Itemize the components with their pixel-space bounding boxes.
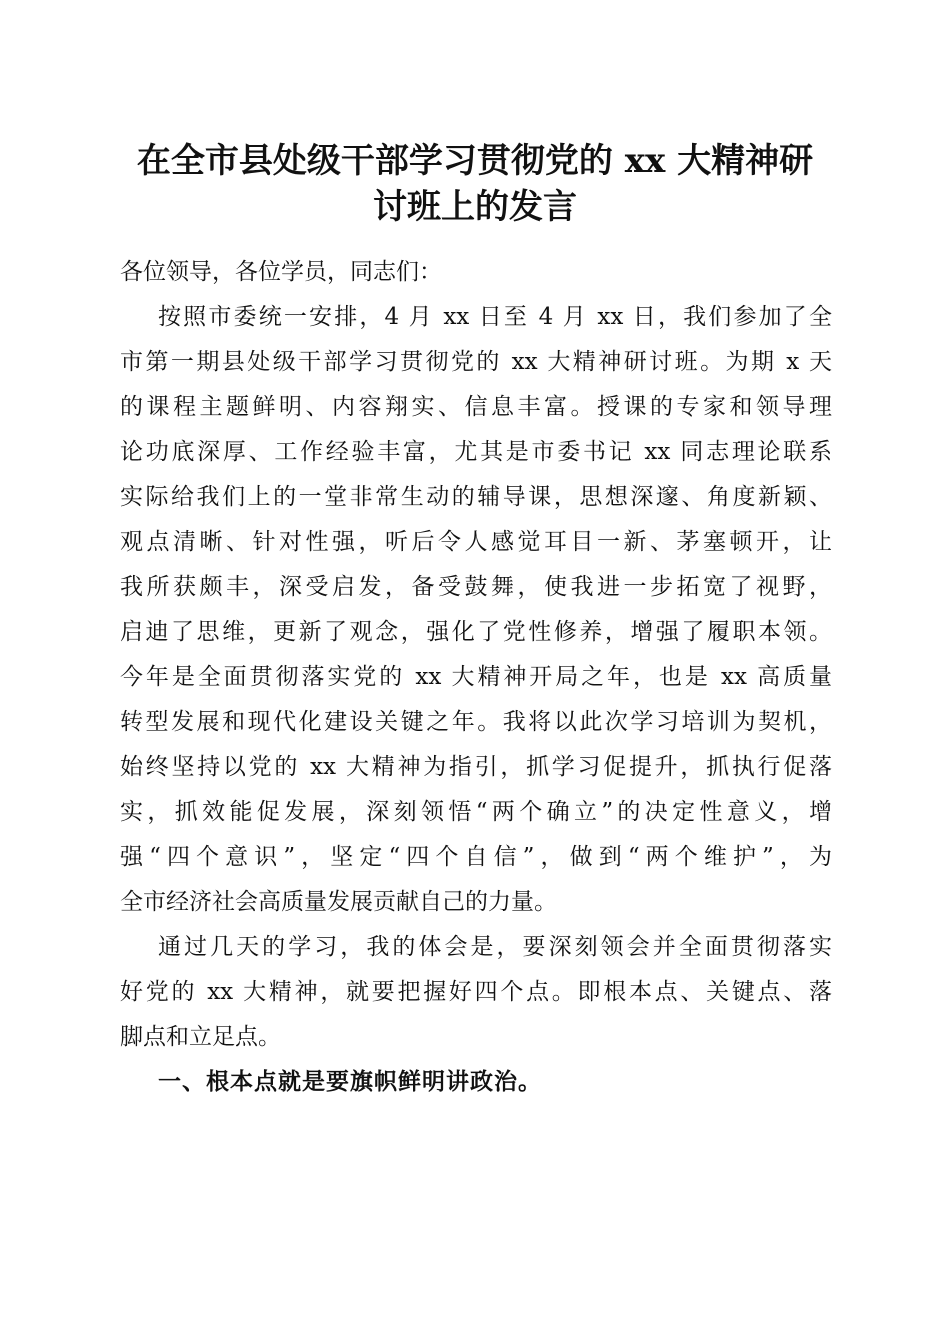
paragraph-line: 启迪了思维，更新了观念，强化了党性修养，增强了履职本领。: [120, 619, 832, 645]
paragraph-line: 论功底深厚、工作经验丰富，尤其是市委书记 xx 同志理论联系: [120, 439, 832, 465]
paragraph-line: 按照市委统一安排，4 月 xx 日至 4 月 xx 日，我们参加了全: [158, 304, 832, 330]
paragraph-line: 通过几天的学习，我的体会是，要深刻领会并全面贯彻落实: [158, 934, 832, 960]
paragraph-line: 实际给我们上的一堂非常生动的辅导课，思想深邃、角度新颖、: [120, 484, 832, 510]
paragraph-line: 实，抓效能促发展，深刻领悟“两个确立”的决定性意义，增: [120, 799, 832, 825]
paragraph-line: 全市经济社会高质量发展贡献自己的力量。: [120, 889, 557, 915]
paragraph-1: [120, 303, 832, 933]
section-heading: 一、根本点就是要旗帜鲜明讲政治。: [158, 1069, 542, 1095]
document-body: [120, 258, 832, 1113]
paragraph-line: 脚点和立足点。: [120, 1024, 281, 1050]
paragraph-line: 好党的 xx 大精神，就要把握好四个点。即根本点、关键点、落: [120, 979, 832, 1005]
paragraph-2: [120, 933, 832, 1068]
title-line: 讨班上的发言: [373, 187, 577, 227]
paragraph-line: 市第一期县处级干部学习贯彻党的 xx 大精神研讨班。为期 x 天: [120, 349, 832, 375]
document-title: [100, 138, 850, 230]
paragraph-line: 始终坚持以党的 xx 大精神为指引，抓学习促提升，抓执行促落: [120, 754, 832, 780]
paragraph-line: 的课程主题鲜明、内容翔实、信息丰富。授课的专家和领导理: [120, 394, 832, 420]
title-line: 在全市县处级干部学习贯彻党的 xx 大精神研: [136, 141, 814, 181]
paragraph-line: 强“四个意识”，坚定“四个自信”，做到“两个维护”，为: [120, 844, 832, 870]
greeting: 各位领导，各位学员，同志们：: [120, 259, 442, 285]
paragraph-line: 我所获颇丰，深受启发，备受鼓舞，使我进一步拓宽了视野，: [120, 574, 832, 600]
paragraph-line: 观点清晰、针对性强，听后令人感觉耳目一新、茅塞顿开，让: [120, 529, 832, 555]
paragraph-line: 今年是全面贯彻落实党的 xx 大精神开局之年，也是 xx 高质量: [120, 664, 832, 690]
paragraph-line: 转型发展和现代化建设关键之年。我将以此次学习培训为契机，: [120, 709, 832, 735]
